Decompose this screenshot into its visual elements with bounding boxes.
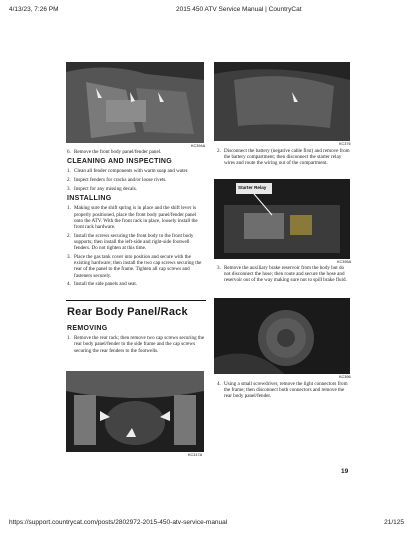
step-number: 3. [217,265,221,271]
right-column-step3 [217,265,351,284]
removing-heading: REMOVING [67,325,108,332]
figure-battery-area-photo [214,62,350,141]
step-text: Making sure the shift spring is in place and the shift lever is properly positioned, place the front body panel/fender panel onto the ATV. With the front rack in place, loosely install the front rack hardware. [74,205,198,231]
rear-rack-illustration [66,371,204,452]
installing-heading: INSTALLING [67,195,112,203]
figure-code: KC317A [188,453,203,457]
step-item [67,149,205,155]
step-item [67,177,205,183]
step-number: 2. [217,148,221,154]
reservoir-illustration [214,298,350,374]
step-item [67,233,205,252]
step-text: Install the side panels and seat. [74,281,138,288]
page-number: 19 [341,468,349,475]
print-url: https://support.countrycat.com/posts/2802972-2015-450-atv-service-manual [9,519,228,526]
cleaning-heading: CLEANING AND INSPECTING [67,158,173,166]
step-text: Inspect for any missing decals. [74,186,137,192]
step-number: 4. [217,381,221,387]
right-column-step2 [217,148,351,167]
step-item [217,148,351,167]
step-text: Inspect fenders for cracks and/or loose rivets. [74,177,167,184]
figure-reservoir-photo [214,298,350,374]
step-item [217,265,351,284]
step-number: 1. [67,335,71,342]
battery-area-illustration [214,62,350,141]
step-text: Disconnect the battery (negative cable first) and remove from the battery compartment; then disconnect the starter relay wires and route the wiring out of the compartment. [224,148,350,167]
print-datetime: 4/13/23, 7:26 PM [9,6,59,13]
step-number: 1. [67,205,71,212]
figure-starter-relay-photo [214,179,350,259]
step-text: Place the gas tank cover into position and secure with the existing hardware; then install the two cap screws securing the rear of the panel to the frame. Tighten all cap screws and fasteners securely. [74,254,202,279]
section-title: Rear Body Panel/Rack [67,306,188,318]
print-header [0,6,416,18]
step-item [67,186,205,192]
step-item [67,335,205,354]
figure-code: KC395A [337,260,352,264]
figure-code: KC396 [339,375,351,379]
starter-relay-illustration [214,179,350,259]
left-column [67,149,205,288]
step-text: Install the screws securing the front body to the front body supports; then install the left-side and right-side footwell fenders. Do not tighten at this time. [74,232,194,252]
starter-relay-label: Starter Relay [238,185,267,190]
figure-code: KC394A [191,144,206,148]
step-item [67,205,205,230]
step-number: 3. [67,254,71,261]
step-item [67,168,205,174]
step-number: 6. [67,149,71,155]
step-number: 4. [67,281,71,288]
step-text: Remove the auxiliary brake reservoir from the body but do not disconnect the hose; then route and secure the hose and reservoir out of the way making sure not to spill brake fluid. [224,265,347,284]
front-fender-illustration [66,62,204,143]
print-page-count: 21/125 [384,519,404,526]
left-column-removing [67,326,205,354]
step-number: 3. [67,186,71,192]
print-page-title: 2015 450 ATV Service Manual | CountryCat [176,6,302,13]
section-rule [66,300,206,301]
step-text: Using a small screwdriver, remove the light connectors from the frame; then disconnect both connectors and remove the rear body panel/fender. [224,381,348,400]
step-number: 2. [67,177,71,184]
right-column-step4 [217,381,351,400]
step-text: Remove the rear rack; then remove two cap screws securing the rear body panel/fender to the side frame and the cap screws securing the rear fenders to the footwells. [74,335,205,354]
step-number: 2. [67,232,71,239]
step-number: 1. [67,168,71,175]
figure-front-fender-photo [66,62,204,143]
step-text: Clean all fender components with warm soap and water. [74,168,189,175]
step-item [217,381,351,400]
print-footer [0,519,416,531]
step-item [67,254,205,279]
figure-code: KC376 [339,142,351,146]
figure-rear-rack-photo [66,371,204,452]
step-text: Remove the front body panel/fender panel. [74,149,162,155]
step-item [67,281,205,287]
